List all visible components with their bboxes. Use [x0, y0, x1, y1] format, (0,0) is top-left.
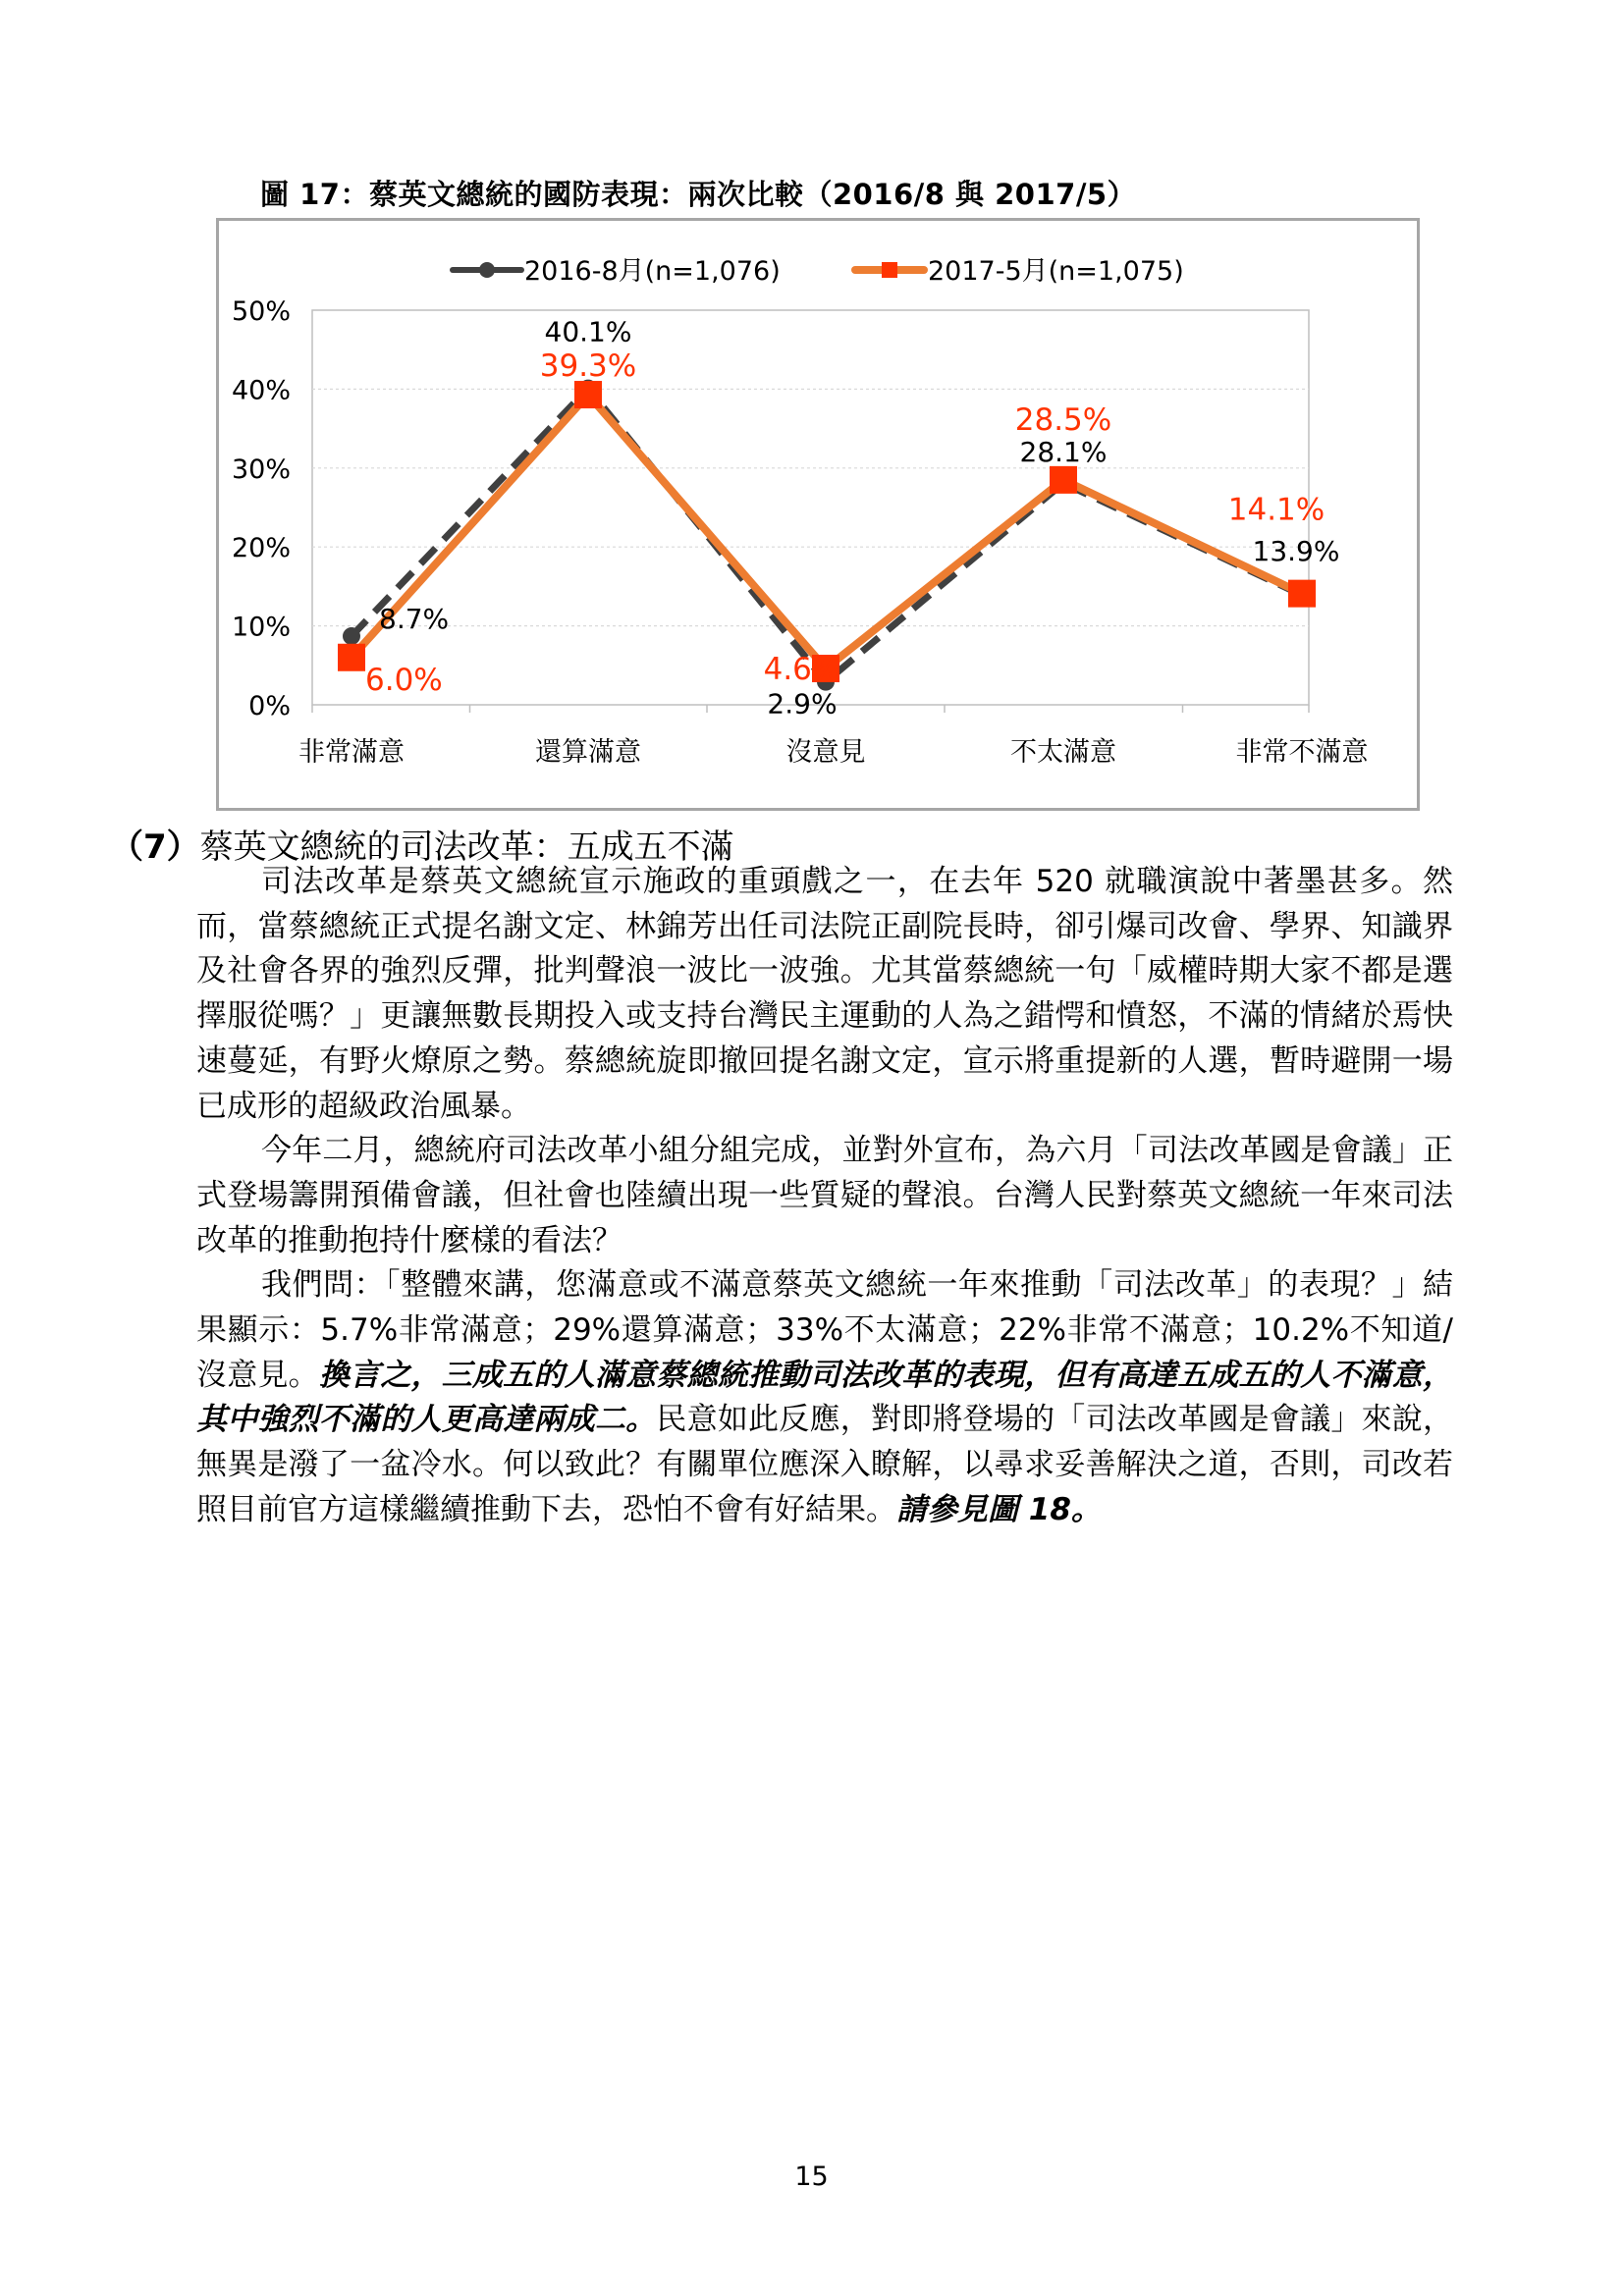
data-point-2017	[574, 381, 602, 408]
data-label-2017: 6.0%	[365, 662, 443, 698]
x-tick-label: 非常滿意	[298, 737, 405, 768]
y-tick-label: 10%	[231, 612, 291, 643]
x-tick-label: 沒意見	[785, 737, 866, 768]
legend-marker-2016	[479, 262, 495, 278]
data-label-2017: 39.3%	[539, 348, 637, 385]
legend-marker-2017	[882, 262, 897, 278]
data-label-2017: 28.5%	[1014, 401, 1112, 438]
data-point-2017	[1050, 466, 1077, 494]
emphasis-text: 換言之，三成五的人滿意蔡總統推動司法改革的表現，但有高達五成五的人不滿意，其中強烈不滿的人更高達兩成二。	[196, 1357, 1454, 1438]
data-point-2016	[343, 627, 360, 645]
x-tick-label: 不太滿意	[1010, 737, 1116, 768]
y-tick-label: 30%	[231, 454, 291, 485]
data-point-2017	[1288, 580, 1316, 608]
body-paragraph	[196, 1129, 1453, 1263]
y-tick-label: 0%	[248, 691, 291, 721]
body-text	[196, 860, 1453, 1533]
paragraph-text: 我們問：「整體來講，您滿意或不滿意蔡英文總統一年來推動「司法改革」的表現？」結果顯示：5.7%非常滿意；29%還算滿意；33%不太滿意；22%非常不滿意；10.2%不知道/沒意見。	[196, 1267, 1453, 1393]
paragraph-text: 司法改革是蔡英文總統宣示施政的重頭戲之一，在去年 520 就職演說中著墨甚多。然而，當蔡總統正式提名謝文定、林錦芳出任司法院正副院長時，卻引爆司改會、學界、知識界及社會各界的強烈反彈，批判聲浪一波比一波強。尤其當蔡總統一句「威權時期大家不都是選擇服從嗎？」更讓無數長期投入或支持台灣民主運動的人為之錯愕和憤怒，不滿的情緒於焉快速蔓延，有野火燎原之勢。蔡總統旋即撤回提名謝文定，宣示將重提新的人選，暫時避開一場已成形的超級政治風暴。	[196, 864, 1453, 1124]
paragraph-text: 今年二月，總統府司法改革小組分組完成，並對外宣布，為六月「司法改革國是會議」正式登場籌開預備會議，但社會也陸續出現一些質疑的聲浪。台灣人民對蔡英文總統一年來司法改革的推動抱持什麼樣的看法？	[196, 1133, 1453, 1258]
line-chart	[216, 218, 1420, 811]
data-label-2017: 14.1%	[1227, 492, 1325, 528]
figure-title: 圖 17：蔡英文總統的國防表現：兩次比較（2016/8 與 2017/5）	[260, 178, 1137, 211]
y-tick-label: 40%	[231, 375, 291, 406]
x-tick-label: 非常不滿意	[1235, 737, 1369, 768]
data-label-2016: 28.1%	[1019, 436, 1108, 469]
section-title: 蔡英文總統的司法改革：五成五不滿	[199, 828, 734, 867]
emphasis-text: 請參見圖 18。	[896, 1491, 1102, 1527]
legend-label-2017: 2017-5月(n=1,075)	[928, 256, 1184, 287]
page-number: 15	[794, 2162, 829, 2192]
body-paragraph	[196, 1263, 1453, 1532]
chart-canvas	[219, 221, 1417, 808]
paragraph-text: 民意如此反應，對即將登場的「司法改革國是會議」來說，無異是潑了一盆冷水。何以致此？有關單位應深入瞭解，以尋求妥善解決之道，否則，司改若照目前官方這樣繼續推動下去，恐怕不會有好結果。	[196, 1402, 1453, 1527]
body-paragraph	[196, 860, 1453, 1129]
y-tick-label: 50%	[231, 296, 291, 327]
section-number: （7）	[110, 828, 200, 867]
data-label-2016: 8.7%	[379, 603, 450, 636]
data-label-2017: 4.6%	[763, 652, 841, 688]
data-label-2016: 2.9%	[767, 687, 838, 721]
data-point-2017	[338, 644, 365, 671]
data-label-2016: 40.1%	[544, 315, 632, 348]
series-line-2016	[352, 389, 1302, 682]
x-tick-label: 還算滿意	[535, 737, 641, 768]
y-tick-label: 20%	[231, 533, 291, 564]
legend-label-2016: 2016-8月(n=1,076)	[524, 256, 781, 287]
data-label-2016: 13.9%	[1252, 535, 1340, 568]
